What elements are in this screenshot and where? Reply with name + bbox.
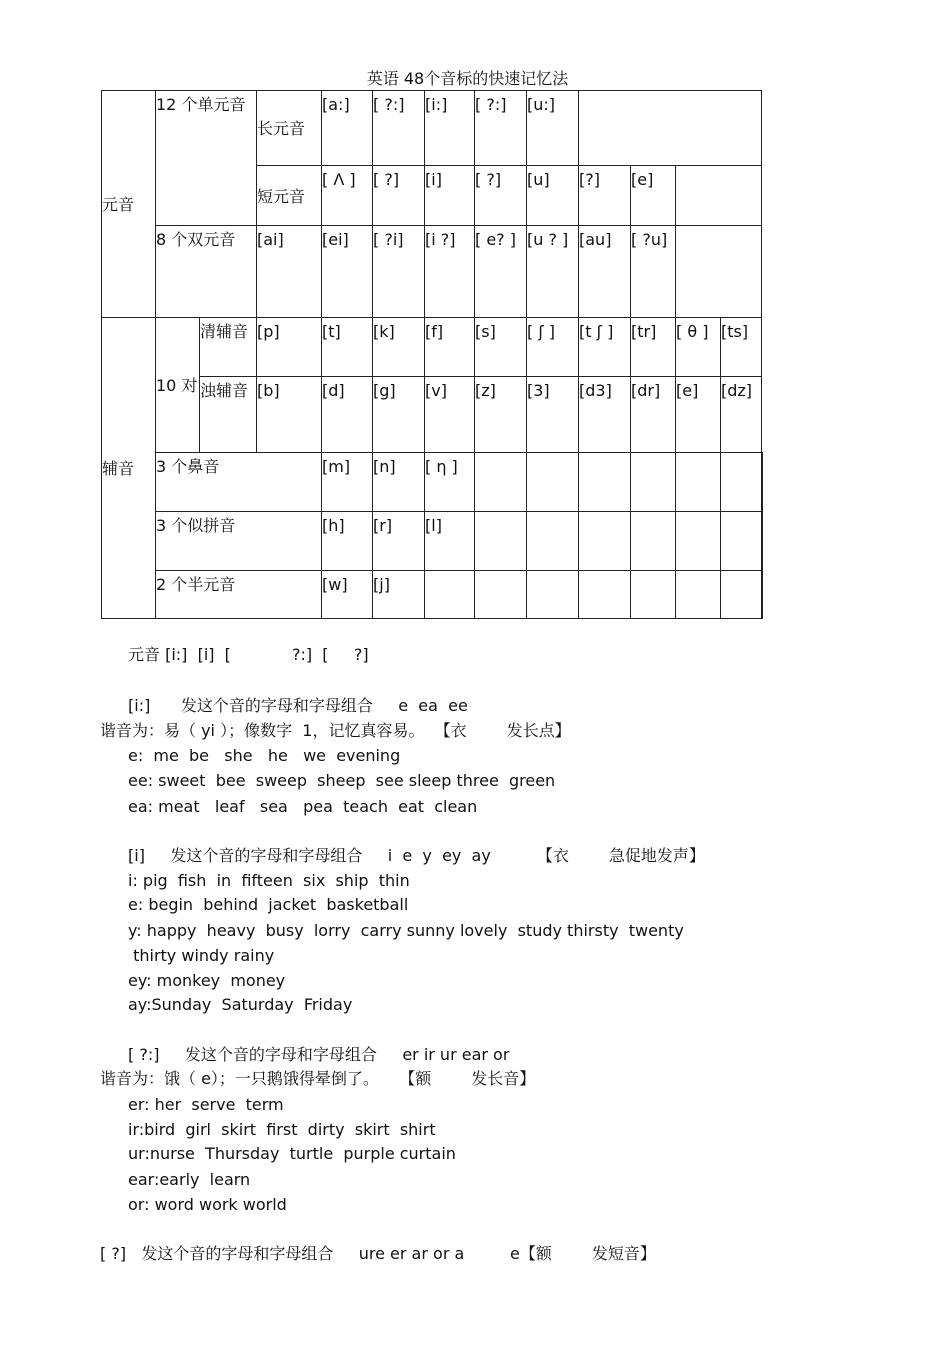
pinyin-like-cell: [r] (373, 512, 425, 571)
consonant-label: 辅音 (102, 318, 156, 619)
long-vowel-cell: [a:] (322, 91, 373, 166)
voiced-cell: [3] (527, 377, 579, 453)
nasal-cell: [n] (373, 453, 425, 512)
empty-cell (631, 512, 676, 571)
vowel-label: 元音 (102, 91, 156, 318)
short-vowel-cell: [i] (425, 166, 475, 226)
empty-cell (676, 226, 762, 318)
empty-cell (527, 512, 579, 571)
word-list: ear:early learn (128, 1170, 251, 1189)
empty-cell (721, 512, 762, 571)
semivowel-label: 2 个半元音 (156, 571, 322, 619)
empty-cell (527, 453, 579, 512)
voiceless-cell: [f] (425, 318, 475, 377)
empty-cell (475, 453, 527, 512)
section-heading: [ ?:] 发这个音的字母和字母组合 er ir ur ear or (128, 1045, 510, 1064)
empty-cell (676, 571, 721, 619)
pinyin-like-cell: [l] (425, 512, 475, 571)
vowel-summary: 元音 [i:] [i] [ ?:] [ ?] (128, 645, 369, 664)
empty-cell (721, 453, 762, 512)
mnemonic-note: 谐音为：饿（ e）；一只鹅饿得晕倒了。 【额 发长音】 (100, 1069, 536, 1088)
phonetic-table (101, 90, 763, 619)
word-list: ay:Sunday Saturday Friday (128, 995, 353, 1014)
diphthong-cell: [au] (579, 226, 631, 318)
long-vowel-cell: [u:] (527, 91, 579, 166)
semivowel-cell: [w] (322, 571, 373, 619)
empty-cell (579, 453, 631, 512)
long-vowel-cell: [i:] (425, 91, 475, 166)
voiced-cell: [v] (425, 377, 475, 453)
section-heading: [ ?] 发这个音的字母和字母组合 ure er ar or a e【额 发短音】 (100, 1244, 656, 1263)
word-list: e: me be she he we evening (128, 746, 401, 765)
voiced-cell: [d3] (579, 377, 631, 453)
diphthong-label: 8 个双元音 (156, 226, 257, 318)
page-title: 英语 48个音标的快速记忆法 (366, 69, 569, 88)
voiceless-label: 清辅音 (200, 318, 257, 377)
voiceless-cell: [t] (322, 318, 373, 377)
empty-cell (579, 91, 762, 166)
voiceless-cell: [ θ ] (676, 318, 721, 377)
section-heading: [i:] 发这个音的字母和字母组合 e ea ee (128, 696, 468, 715)
empty-cell (579, 512, 631, 571)
empty-cell (475, 512, 527, 571)
word-list: e: begin behind jacket basketball (128, 895, 409, 914)
voiceless-cell: [ts] (721, 318, 762, 377)
section-heading: [i] 发这个音的字母和字母组合 i e y ey ay 【衣 急促地发声】 (128, 846, 705, 865)
pinyin-like-cell: [h] (322, 512, 373, 571)
short-vowel-cell: [ ?] (373, 166, 425, 226)
empty-cell (631, 571, 676, 619)
voiced-cell: [d] (322, 377, 373, 453)
empty-cell (762, 571, 763, 619)
voiceless-cell: [ ʃ ] (527, 318, 579, 377)
pinyin-like-label: 3 个似拼音 (156, 512, 322, 571)
voiced-cell: [z] (475, 377, 527, 453)
long-vowel-cell: [ ?:] (373, 91, 425, 166)
short-vowel-cell: [ Λ ] (322, 166, 373, 226)
voiced-cell: [g] (373, 377, 425, 453)
voiceless-cell: [s] (475, 318, 527, 377)
diphthong-cell: [ei] (322, 226, 373, 318)
word-list: ir:bird girl skirt first dirty skirt shirt (128, 1120, 436, 1139)
diphthong-cell: [ ?u] (631, 226, 676, 318)
voiced-label: 浊辅音 (200, 377, 257, 453)
word-list: or: word work world (128, 1195, 287, 1214)
word-list: i: pig fish in fifteen six ship thin (128, 871, 410, 890)
empty-cell (579, 571, 631, 619)
diphthong-cell: [ai] (257, 226, 322, 318)
empty-cell (527, 571, 579, 619)
empty-cell (425, 571, 475, 619)
diphthong-cell: [ ?i] (373, 226, 425, 318)
voiced-cell: [dz] (721, 377, 762, 453)
voiceless-cell: [p] (257, 318, 322, 377)
short-vowel-cell: [?] (579, 166, 631, 226)
empty-cell (721, 571, 762, 619)
empty-cell (762, 512, 763, 571)
semivowel-cell: [j] (373, 571, 425, 619)
pairs-label: 10 对 (156, 318, 200, 453)
mnemonic-note: 谐音为：易（ yi ）；像数字 1，记忆真容易。 【衣 发长点】 (100, 721, 571, 740)
empty-cell (475, 571, 527, 619)
diphthong-cell: [u ? ] (527, 226, 579, 318)
word-list: thirty windy rainy (128, 946, 275, 965)
short-vowel-cell: [ ?] (475, 166, 527, 226)
short-vowel-cell: [e] (631, 166, 676, 226)
voiced-cell: [b] (257, 377, 322, 453)
empty-cell (631, 453, 676, 512)
voiceless-cell: [k] (373, 318, 425, 377)
nasal-cell: [m] (322, 453, 373, 512)
word-list: er: her serve term (128, 1095, 284, 1114)
voiceless-cell: [t ʃ ] (579, 318, 631, 377)
voiceless-cell: [tr] (631, 318, 676, 377)
empty-cell (676, 453, 721, 512)
diphthong-cell: [i ?] (425, 226, 475, 318)
word-list: ur:nurse Thursday turtle purple curtain (128, 1144, 456, 1163)
short-vowel-label: 短元音 (257, 166, 322, 226)
voiced-cell: [dr] (631, 377, 676, 453)
empty-cell (762, 453, 763, 512)
word-list: y: happy heavy busy lorry carry sunny lovely study thirsty twenty (128, 921, 684, 940)
long-vowel-cell: [ ?:] (475, 91, 527, 166)
diphthong-cell: [ e? ] (475, 226, 527, 318)
long-vowel-label: 长元音 (257, 91, 322, 166)
short-vowel-cell: [u] (527, 166, 579, 226)
voiced-cell: [e] (676, 377, 721, 453)
monophthong-label: 12 个单元音 (156, 91, 257, 226)
nasal-cell: [ η ] (425, 453, 475, 512)
word-list: ee: sweet bee sweep sheep see sleep three green (128, 771, 556, 790)
word-list: ey: monkey money (128, 971, 286, 990)
empty-cell (676, 512, 721, 571)
nasal-label: 3 个鼻音 (156, 453, 322, 512)
empty-cell (676, 166, 762, 226)
word-list: ea: meat leaf sea pea teach eat clean (128, 797, 478, 816)
